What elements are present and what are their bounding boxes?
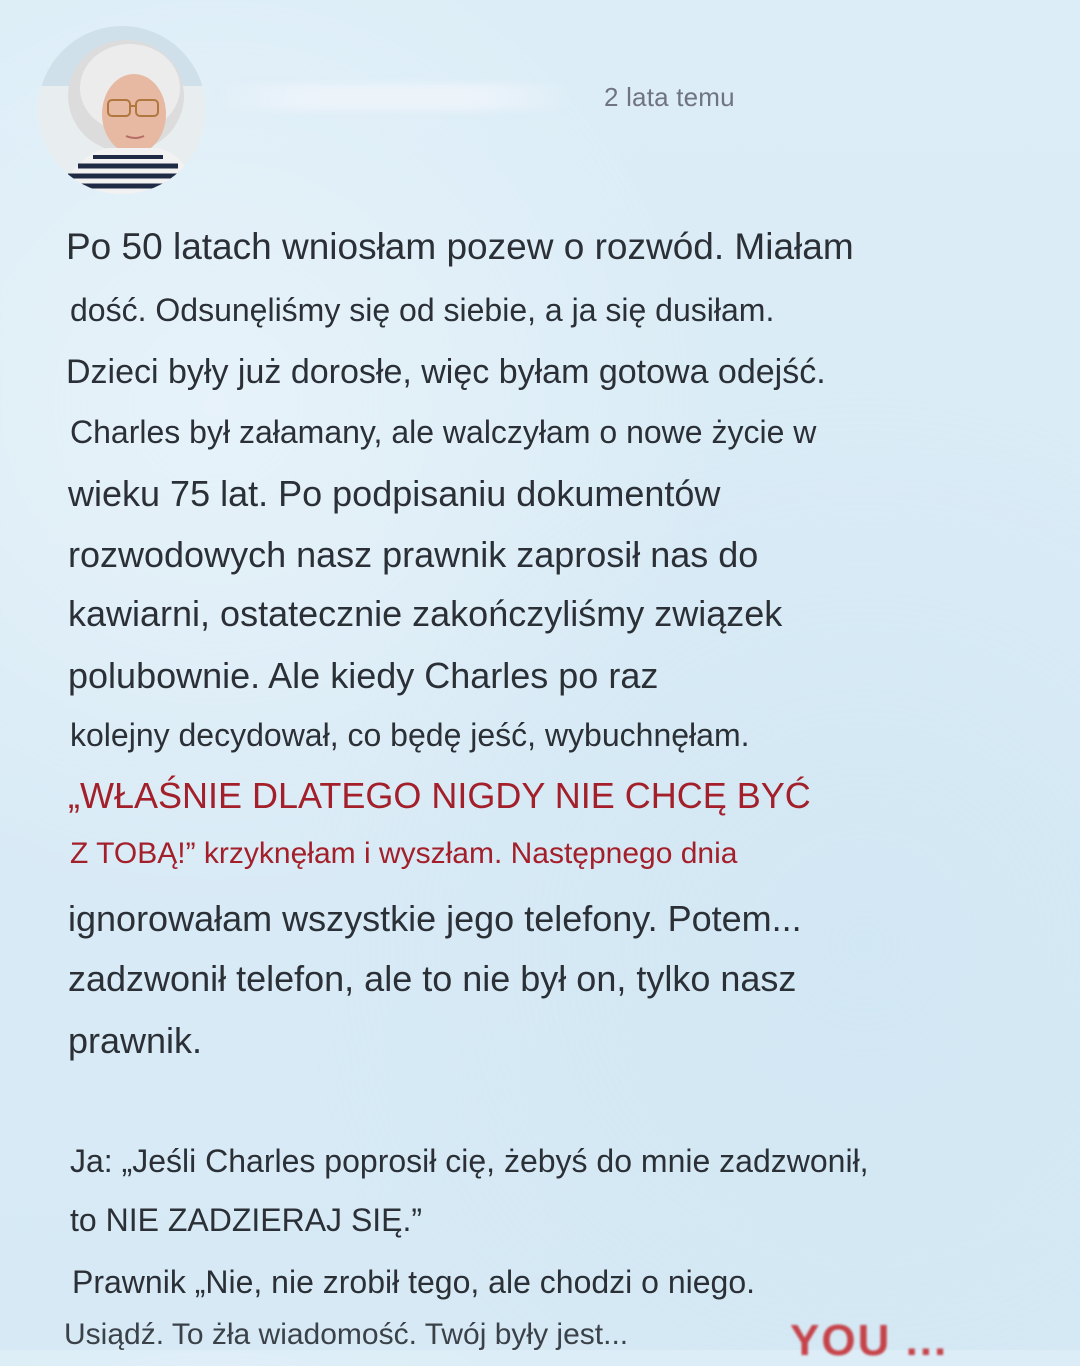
body-line: kolejny decydował, co będę jeść, wybuchnęłam. [70, 717, 750, 753]
highlighted-quote-line: Z TOBĄ!” krzyknęłam i wyszłam. Następnego dnia [70, 837, 738, 870]
username-redacted [214, 84, 574, 110]
body-line: dość. Odsunęliśmy się od siebie, a ja się dusiłam. [70, 292, 775, 328]
body-line: prawnik. [68, 1020, 203, 1061]
body-line: wieku 75 lat. Po podpisaniu dokumentów [68, 473, 721, 514]
dialogue-line: Prawnik „Nie, nie zrobił tego, ale chodzi o niego. [72, 1264, 756, 1300]
body-line: Charles był załamany, ale walczyłam o nowe życie w [70, 414, 817, 450]
avatar-photo [38, 26, 206, 194]
cut-off-line: Usiądź. To żła wiadomość. Twój były jest... [64, 1318, 629, 1351]
body-line: Dzieci były już dorosłe, więc byłam gotowa odejść. [66, 353, 826, 391]
body-line: kawiarni, ostatecznie zakończyliśmy związek [68, 593, 783, 634]
dialogue-line: Ja: „Jeśli Charles poprosił cię, żebyś do mnie zadzwonił, [70, 1143, 869, 1179]
footer-decor: YOU ... [790, 1316, 949, 1365]
body-line: ignorowałam wszystkie jego telefony. Potem... [68, 898, 802, 939]
post-timestamp: 2 lata temu [604, 82, 735, 112]
body-line: zadzwonił telefon, ale to nie był on, tylko nasz [68, 958, 797, 999]
body-line: rozwodowych nasz prawnik zaprosił nas do [68, 534, 759, 575]
body-line: polubownie. Ale kiedy Charles po raz [68, 655, 659, 696]
body-line: Po 50 latach wniosłam pozew o rozwód. Miałam [66, 226, 854, 267]
highlighted-quote-line: „WŁAŚNIE DLATEGO NIGDY NIE CHCĘ BYĆ [68, 775, 811, 816]
avatar[interactable] [38, 26, 206, 194]
dialogue-line: to NIE ZADZIERAJ SIĘ.” [70, 1202, 423, 1238]
